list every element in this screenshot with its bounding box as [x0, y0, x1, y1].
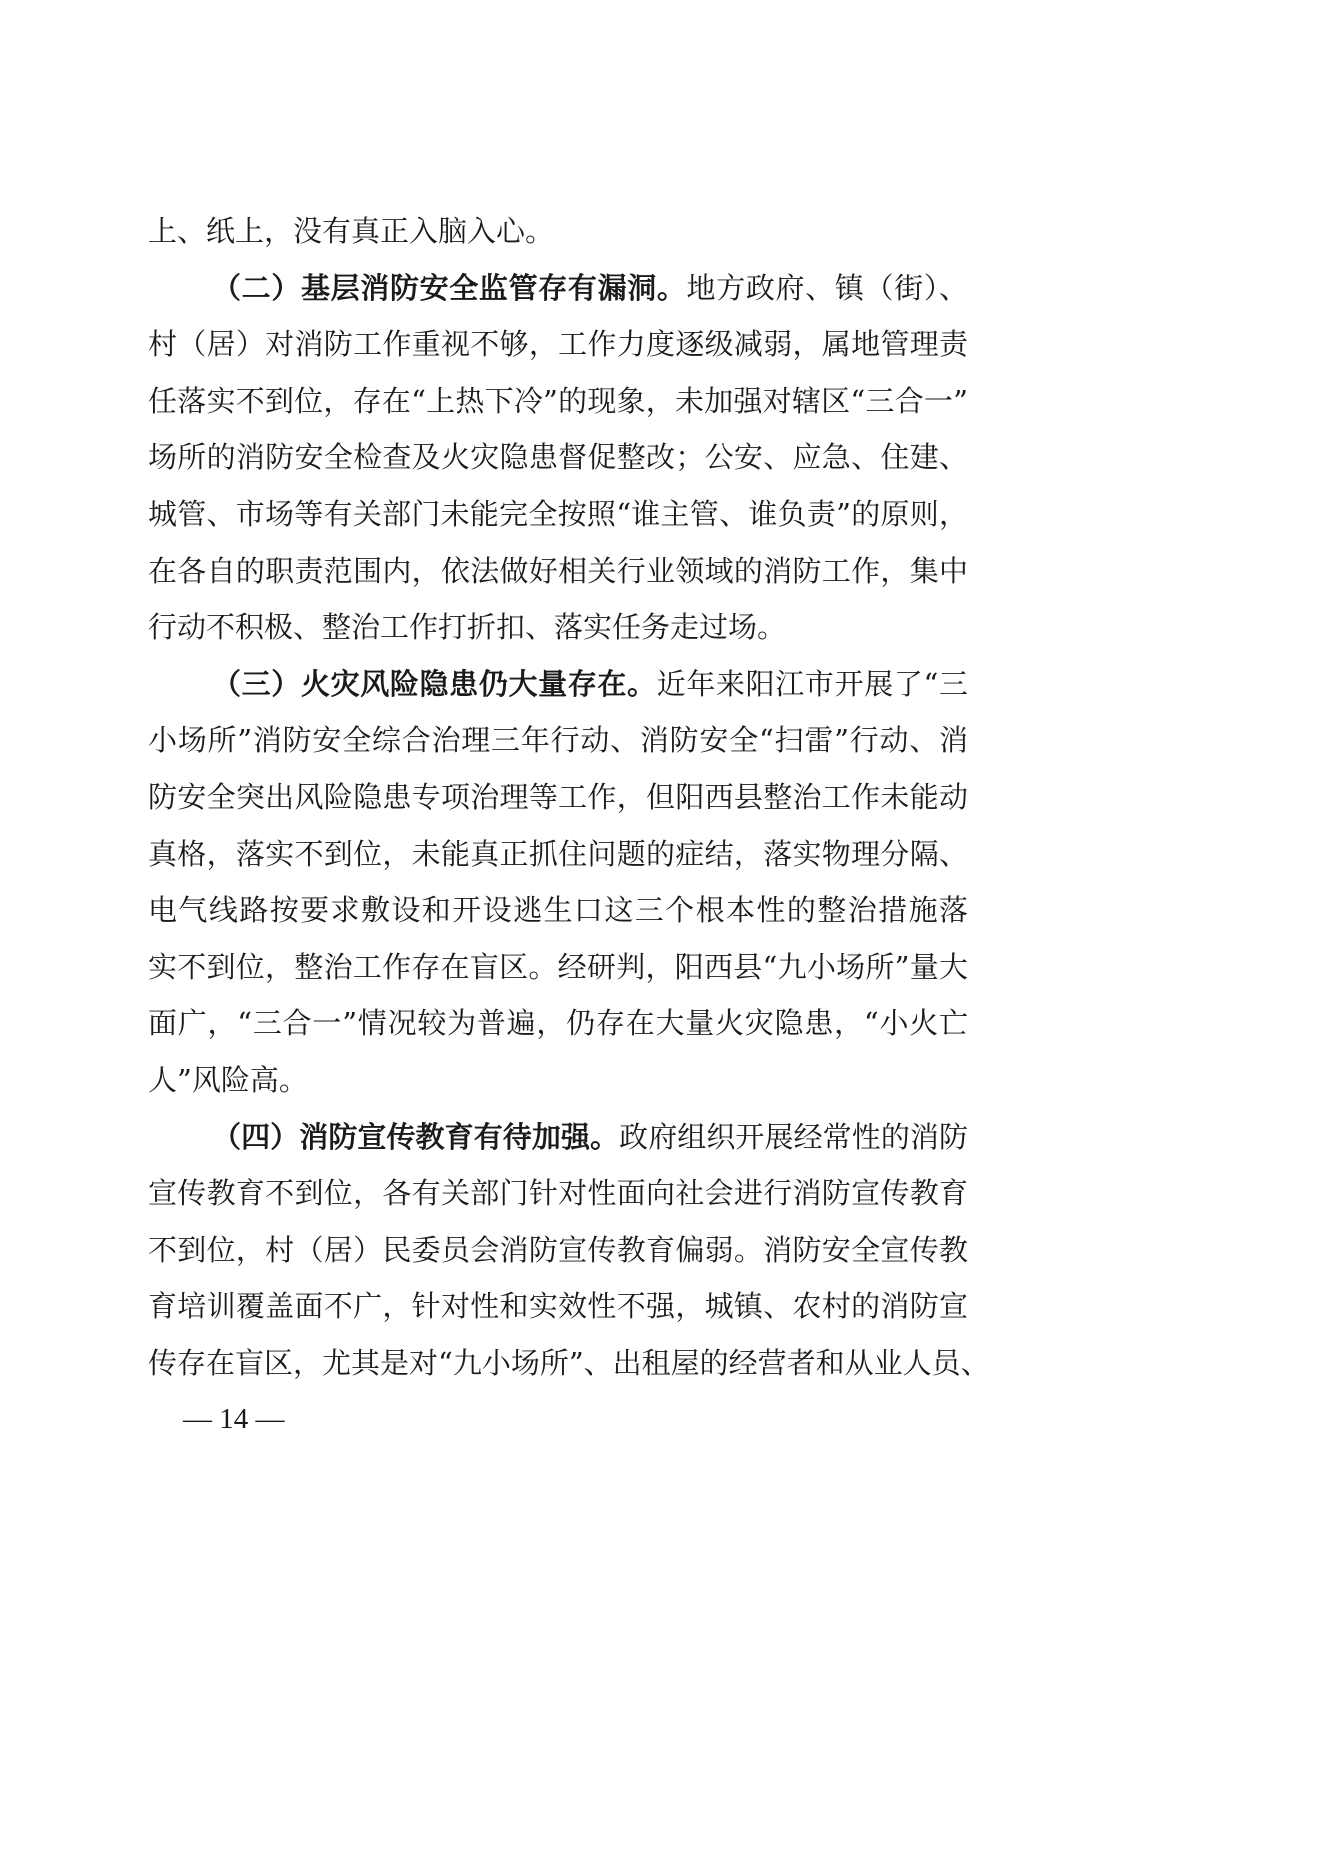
- body-line: 人”风险高。: [148, 1062, 308, 1097]
- section-4-heading: （四）消防宣传教育有待加强。: [212, 1119, 620, 1154]
- section-4-first-line: [148, 1109, 968, 1166]
- section-2-first-line: [148, 260, 968, 317]
- section-4-first-line-text: 政府组织开展经常性的消防: [619, 1119, 968, 1154]
- body-line: 在各自的职责范围内，依法做好相关行业领域的消防工作，集中: [148, 553, 968, 588]
- page-number: — 14 —: [183, 1403, 285, 1435]
- body-line: 不到位，村（居）民委员会消防宣传教育偏弱。消防安全宣传教: [148, 1232, 968, 1267]
- body-line: 育培训覆盖面不广，针对性和实效性不强，城镇、农村的消防宣: [148, 1289, 968, 1324]
- body-line: 宣传教育不到位，各有关部门针对性面向社会进行消防宣传教育: [148, 1176, 968, 1211]
- document-body: [148, 203, 990, 1391]
- body-line: 实不到位，整治工作存在盲区。经研判，阳西县“九小场所”量大: [148, 949, 968, 984]
- body-line: 防安全突出风险隐患专项治理等工作，但阳西县整治工作未能动: [148, 779, 968, 814]
- body-line: 行动不积极、整治工作打折扣、落实任务走过场。: [148, 610, 787, 645]
- section-3-first-line: [148, 656, 968, 713]
- section-3-heading: （三）火灾风险隐患仍大量存在。: [212, 666, 657, 701]
- section-2-first-line-text: 地方政府、镇（街）、: [686, 270, 968, 305]
- body-line: 村（居）对消防工作重视不够，工作力度逐级减弱，属地管理责: [148, 327, 968, 362]
- body-line: 传存在盲区，尤其是对“九小场所”、出租屋的经营者和从业人员、: [148, 1345, 990, 1380]
- body-line: 真格，落实不到位，未能真正抓住问题的症结，落实物理分隔、: [148, 836, 968, 871]
- section-2-heading: （二）基层消防安全监管存有漏洞。: [212, 270, 687, 305]
- body-line: 小场所”消防安全综合治理三年行动、消防安全“扫雷”行动、消: [148, 723, 968, 758]
- body-line: 面广，“三合一”情况较为普遍，仍存在大量火灾隐患，“小火亡: [148, 1006, 968, 1041]
- section-3-first-line-text: 近年来阳江市开展了“三: [656, 666, 968, 701]
- body-line: 场所的消防安全检查及火灾隐患督促整改；公安、应急、住建、: [148, 440, 968, 475]
- body-line: 电气线路按要求敷设和开设逃生口这三个根本性的整治措施落: [148, 893, 968, 928]
- body-line: 城管、市场等有关部门未能完全按照“谁主管、谁负责”的原则，: [148, 496, 968, 531]
- body-line: 上、纸上，没有真正入脑入心。: [148, 214, 555, 248]
- body-line: 任落实不到位，存在“上热下冷”的现象，未加强对辖区“三合一”: [148, 383, 968, 418]
